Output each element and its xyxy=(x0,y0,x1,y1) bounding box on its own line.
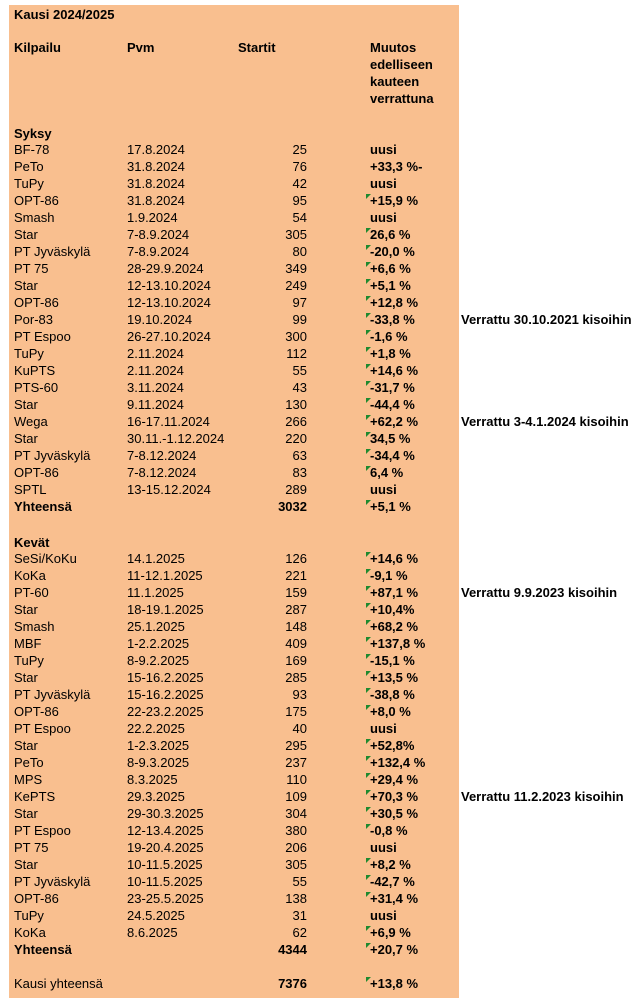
competition-name: PT Espoo xyxy=(14,823,71,838)
competition-name: PT Jyväskylä xyxy=(14,687,91,702)
starts-count: 300 xyxy=(285,329,307,344)
table-row xyxy=(0,670,644,687)
competition-date: 8-9.2.2025 xyxy=(127,653,190,668)
table-row xyxy=(0,721,644,738)
competition-date: 10-11.5.2025 xyxy=(127,857,203,872)
starts-count: 112 xyxy=(286,346,307,361)
competition-name: PT Espoo xyxy=(14,329,71,344)
change-value: +12,8 % xyxy=(370,295,419,310)
competition-date: 15-16.2.2025 xyxy=(127,670,204,685)
table-row xyxy=(0,329,644,346)
change-value: -42,7 % xyxy=(370,874,415,889)
competition-name: Smash xyxy=(14,619,55,634)
table-row xyxy=(0,278,644,295)
competition-name: TuPy xyxy=(14,653,44,668)
starts-count: 25 xyxy=(292,142,307,157)
competition-date: 26-27.10.2024 xyxy=(127,329,211,344)
competition-date: 22.2.2025 xyxy=(127,721,185,736)
total-change: +20,7 % xyxy=(370,942,419,957)
change-value: +6,9 % xyxy=(370,925,411,940)
table-row xyxy=(0,346,644,363)
competition-name: PeTo xyxy=(14,755,44,770)
table-row xyxy=(0,772,644,789)
starts-count: 126 xyxy=(285,551,307,566)
table-row xyxy=(0,244,644,261)
table-row xyxy=(0,551,644,568)
competition-name: MPS xyxy=(14,772,43,787)
table-row xyxy=(0,159,644,176)
competition-date: 25.1.2025 xyxy=(127,619,185,634)
table-row xyxy=(0,261,644,278)
table-row xyxy=(0,227,644,244)
starts-count: 221 xyxy=(285,568,307,583)
change-value: +14,6 % xyxy=(370,551,419,566)
table-row xyxy=(0,704,644,721)
change-value: +70,3 % xyxy=(370,789,419,804)
change-value: +132,4 % xyxy=(370,755,426,770)
change-value: +8,2 % xyxy=(370,857,411,872)
competition-date: 7-8.12.2024 xyxy=(127,465,197,480)
competition-date: 2.11.2024 xyxy=(127,346,184,361)
change-value: +87,1 % xyxy=(370,585,419,600)
starts-count: 97 xyxy=(292,295,307,310)
table-row xyxy=(0,653,644,670)
table-row xyxy=(0,380,644,397)
change-value: -1,6 % xyxy=(370,329,408,344)
change-value: -38,8 % xyxy=(370,687,415,702)
change-value: +5,1 % xyxy=(370,278,411,293)
change-value: uusi xyxy=(370,142,397,157)
total-row xyxy=(0,942,644,959)
competition-date: 12-13.4.2025 xyxy=(127,823,204,838)
starts-count: 80 xyxy=(292,244,307,259)
season-total-label: Kausi yhteensä xyxy=(14,976,103,991)
competition-date: 1-2.2.2025 xyxy=(127,636,190,651)
change-value: 34,5 % xyxy=(370,431,411,446)
table-row xyxy=(0,363,644,380)
competition-date: 10-11.5.2025 xyxy=(127,874,203,889)
starts-count: 76 xyxy=(292,159,307,174)
competition-date: 12-13.10.2024 xyxy=(127,295,211,310)
starts-count: 287 xyxy=(285,602,307,617)
change-value: uusi xyxy=(370,176,397,191)
change-value: -31,7 % xyxy=(370,380,415,395)
total-starts: 3032 xyxy=(278,499,307,514)
competition-name: PT 75 xyxy=(14,840,49,855)
header-change: Muutos edelliseen kauteen verrattuna xyxy=(370,40,434,106)
competition-date: 19.10.2024 xyxy=(127,312,193,327)
competition-date: 16-17.11.2024 xyxy=(127,414,210,429)
competition-date: 7-8.9.2024 xyxy=(127,227,190,242)
starts-count: 409 xyxy=(285,636,307,651)
table-row xyxy=(0,414,644,431)
comparison-note: Verrattu 3-4.1.2024 kisoihin xyxy=(461,414,629,429)
table-row xyxy=(0,874,644,891)
competition-name: TuPy xyxy=(14,908,44,923)
competition-date: 7-8.12.2024 xyxy=(127,448,197,463)
starts-count: 40 xyxy=(292,721,307,736)
starts-count: 304 xyxy=(285,806,307,821)
total-label: Yhteensä xyxy=(14,942,72,957)
table-row xyxy=(0,908,644,925)
total-label: Yhteensä xyxy=(14,499,72,514)
competition-name: Star xyxy=(14,602,38,617)
competition-name: OPT-86 xyxy=(14,295,59,310)
competition-date: 12-13.10.2024 xyxy=(127,278,211,293)
competition-name: PT Jyväskylä xyxy=(14,244,91,259)
change-value: 26,6 % xyxy=(370,227,411,242)
competition-date: 18-19.1.2025 xyxy=(127,602,204,617)
change-value: +1,8 % xyxy=(370,346,411,361)
competition-date: 14.1.2025 xyxy=(127,551,185,566)
competition-date: 23-25.5.2025 xyxy=(127,891,204,906)
starts-count: 110 xyxy=(286,772,307,787)
change-value: uusi xyxy=(370,840,397,855)
starts-count: 95 xyxy=(292,193,307,208)
competition-date: 3.11.2024 xyxy=(127,380,184,395)
section-autumn-label: Syksy xyxy=(14,126,52,141)
table-row xyxy=(0,891,644,908)
competition-name: Wega xyxy=(14,414,48,429)
competition-date: 9.11.2024 xyxy=(127,397,184,412)
competition-date: 8.6.2025 xyxy=(127,925,178,940)
competition-date: 29-30.3.2025 xyxy=(127,806,204,821)
table-row xyxy=(0,602,644,619)
comparison-note: Verrattu 30.10.2021 kisoihin xyxy=(461,312,632,327)
starts-count: 380 xyxy=(285,823,307,838)
change-value: +13,5 % xyxy=(370,670,419,685)
competition-name: Star xyxy=(14,431,38,446)
competition-date: 31.8.2024 xyxy=(127,159,185,174)
competition-name: PTS-60 xyxy=(14,380,59,395)
season-total-starts: 7376 xyxy=(278,976,307,991)
starts-count: 148 xyxy=(285,619,307,634)
starts-count: 54 xyxy=(292,210,307,225)
change-value: +15,9 % xyxy=(370,193,419,208)
competition-date: 24.5.2025 xyxy=(127,908,185,923)
change-value: -33,8 % xyxy=(370,312,415,327)
change-value: uusi xyxy=(370,721,397,736)
header-date: Pvm xyxy=(127,40,155,55)
table-row xyxy=(0,431,644,448)
competition-date: 29.3.2025 xyxy=(127,789,185,804)
competition-name: Star xyxy=(14,857,38,872)
table-row xyxy=(0,448,644,465)
change-value: +68,2 % xyxy=(370,619,419,634)
competition-name: Star xyxy=(14,227,38,242)
competition-name: PT Jyväskylä xyxy=(14,874,91,889)
change-value: 6,4 % xyxy=(370,465,404,480)
change-value: +31,4 % xyxy=(370,891,419,906)
competition-name: Star xyxy=(14,806,38,821)
starts-count: 62 xyxy=(292,925,307,940)
competition-date: 2.11.2024 xyxy=(127,363,184,378)
change-value: +30,5 % xyxy=(370,806,419,821)
competition-date: 13-15.12.2024 xyxy=(127,482,211,497)
change-value: +137,8 % xyxy=(370,636,426,651)
competition-name: MBF xyxy=(14,636,42,651)
competition-name: OPT-86 xyxy=(14,193,59,208)
starts-count: 55 xyxy=(292,363,307,378)
competition-date: 31.8.2024 xyxy=(127,193,185,208)
table-row xyxy=(0,585,644,602)
change-value: -15,1 % xyxy=(370,653,415,668)
competition-name: KePTS xyxy=(14,789,56,804)
table-row xyxy=(0,397,644,414)
table-row xyxy=(0,925,644,942)
competition-date: 17.8.2024 xyxy=(127,142,185,157)
table-row xyxy=(0,465,644,482)
starts-count: 99 xyxy=(292,312,307,327)
section-spring-label: Kevät xyxy=(14,535,50,550)
table-row xyxy=(0,738,644,755)
competition-date: 28-29.9.2024 xyxy=(127,261,204,276)
starts-count: 93 xyxy=(292,687,307,702)
table-row xyxy=(0,857,644,874)
starts-count: 109 xyxy=(285,789,307,804)
table-row xyxy=(0,636,644,653)
starts-count: 305 xyxy=(285,857,307,872)
competition-name: PeTo xyxy=(14,159,44,174)
starts-count: 43 xyxy=(292,380,307,395)
starts-count: 266 xyxy=(285,414,307,429)
starts-count: 349 xyxy=(285,261,307,276)
change-value: uusi xyxy=(370,908,397,923)
starts-count: 169 xyxy=(285,653,307,668)
table-row xyxy=(0,806,644,823)
table-row xyxy=(0,176,644,193)
change-value: +10,4% xyxy=(370,602,415,617)
table-row xyxy=(0,482,644,499)
change-value: uusi xyxy=(370,210,397,225)
competition-name: PT Jyväskylä xyxy=(14,448,91,463)
competition-name: TuPy xyxy=(14,176,44,191)
table-row xyxy=(0,840,644,857)
competition-name: PT Espoo xyxy=(14,721,71,736)
change-value: -34,4 % xyxy=(370,448,415,463)
competition-name: Smash xyxy=(14,210,55,225)
competition-name: SPTL xyxy=(14,482,47,497)
starts-count: 206 xyxy=(285,840,307,855)
competition-name: OPT-86 xyxy=(14,704,59,719)
competition-name: OPT-86 xyxy=(14,465,59,480)
starts-count: 295 xyxy=(285,738,307,753)
table-row xyxy=(0,823,644,840)
table-row xyxy=(0,295,644,312)
competition-name: Star xyxy=(14,738,38,753)
season-total-change: +13,8 % xyxy=(370,976,419,991)
competition-name: Star xyxy=(14,670,38,685)
change-value: -20,0 % xyxy=(370,244,415,259)
change-value: -0,8 % xyxy=(370,823,408,838)
starts-count: 249 xyxy=(285,278,307,293)
competition-date: 8-9.3.2025 xyxy=(127,755,190,770)
season-total-row xyxy=(0,976,644,993)
change-value: uusi xyxy=(370,482,397,497)
change-value: -44,4 % xyxy=(370,397,415,412)
competition-date: 31.8.2024 xyxy=(127,176,185,191)
table-row xyxy=(0,142,644,159)
competition-date: 15-16.2.2025 xyxy=(127,687,204,702)
table-row xyxy=(0,687,644,704)
total-starts: 4344 xyxy=(278,942,307,957)
header-starts: Startit xyxy=(238,40,276,55)
competition-date: 30.11.-1.12.2024 xyxy=(127,431,225,446)
table-row xyxy=(0,789,644,806)
change-value: -9,1 % xyxy=(370,568,408,583)
sheet-title: Kausi 2024/2025 xyxy=(14,7,115,22)
competition-name: KuPTS xyxy=(14,363,56,378)
table-row xyxy=(0,755,644,772)
starts-count: 305 xyxy=(285,227,307,242)
change-value: +14,6 % xyxy=(370,363,419,378)
change-value: +8,0 % xyxy=(370,704,411,719)
competition-date: 19-20.4.2025 xyxy=(127,840,204,855)
starts-count: 31 xyxy=(292,908,307,923)
competition-name: Star xyxy=(14,278,38,293)
header-competition: Kilpailu xyxy=(14,40,61,55)
competition-name: SeSi/KoKu xyxy=(14,551,77,566)
starts-count: 285 xyxy=(285,670,307,685)
competition-date: 1.9.2024 xyxy=(127,210,178,225)
competition-name: BF-78 xyxy=(14,142,50,157)
table-row xyxy=(0,619,644,636)
change-value: +33,3 %- xyxy=(370,159,423,174)
starts-count: 42 xyxy=(292,176,307,191)
competition-date: 11.1.2025 xyxy=(127,585,184,600)
competition-date: 7-8.9.2024 xyxy=(127,244,190,259)
total-row xyxy=(0,499,644,516)
table-row xyxy=(0,193,644,210)
competition-name: PT-60 xyxy=(14,585,49,600)
competition-name: PT 75 xyxy=(14,261,49,276)
total-change: +5,1 % xyxy=(370,499,411,514)
competition-name: TuPy xyxy=(14,346,44,361)
starts-count: 55 xyxy=(292,874,307,889)
starts-count: 289 xyxy=(285,482,307,497)
competition-name: Por-83 xyxy=(14,312,54,327)
comparison-note: Verrattu 9.9.2023 kisoihin xyxy=(461,585,618,600)
competition-name: KoKa xyxy=(14,925,46,940)
starts-count: 175 xyxy=(285,704,307,719)
starts-count: 63 xyxy=(292,448,307,463)
table-row xyxy=(0,210,644,227)
competition-name: Star xyxy=(14,397,38,412)
table-row xyxy=(0,312,644,329)
starts-count: 220 xyxy=(285,431,307,446)
competition-date: 1-2.3.2025 xyxy=(127,738,190,753)
competition-name: KoKa xyxy=(14,568,46,583)
starts-count: 83 xyxy=(292,465,307,480)
change-value: +52,8% xyxy=(370,738,415,753)
competition-name: OPT-86 xyxy=(14,891,59,906)
table-row xyxy=(0,568,644,585)
change-value: +62,2 % xyxy=(370,414,419,429)
starts-count: 159 xyxy=(285,585,307,600)
competition-date: 11-12.1.2025 xyxy=(127,568,203,583)
comparison-note: Verrattu 11.2.2023 kisoihin xyxy=(461,789,624,804)
starts-count: 130 xyxy=(285,397,307,412)
change-value: +29,4 % xyxy=(370,772,419,787)
change-value: +6,6 % xyxy=(370,261,411,276)
starts-count: 138 xyxy=(285,891,307,906)
competition-date: 22-23.2.2025 xyxy=(127,704,204,719)
competition-date: 8.3.2025 xyxy=(127,772,178,787)
starts-count: 237 xyxy=(285,755,307,770)
